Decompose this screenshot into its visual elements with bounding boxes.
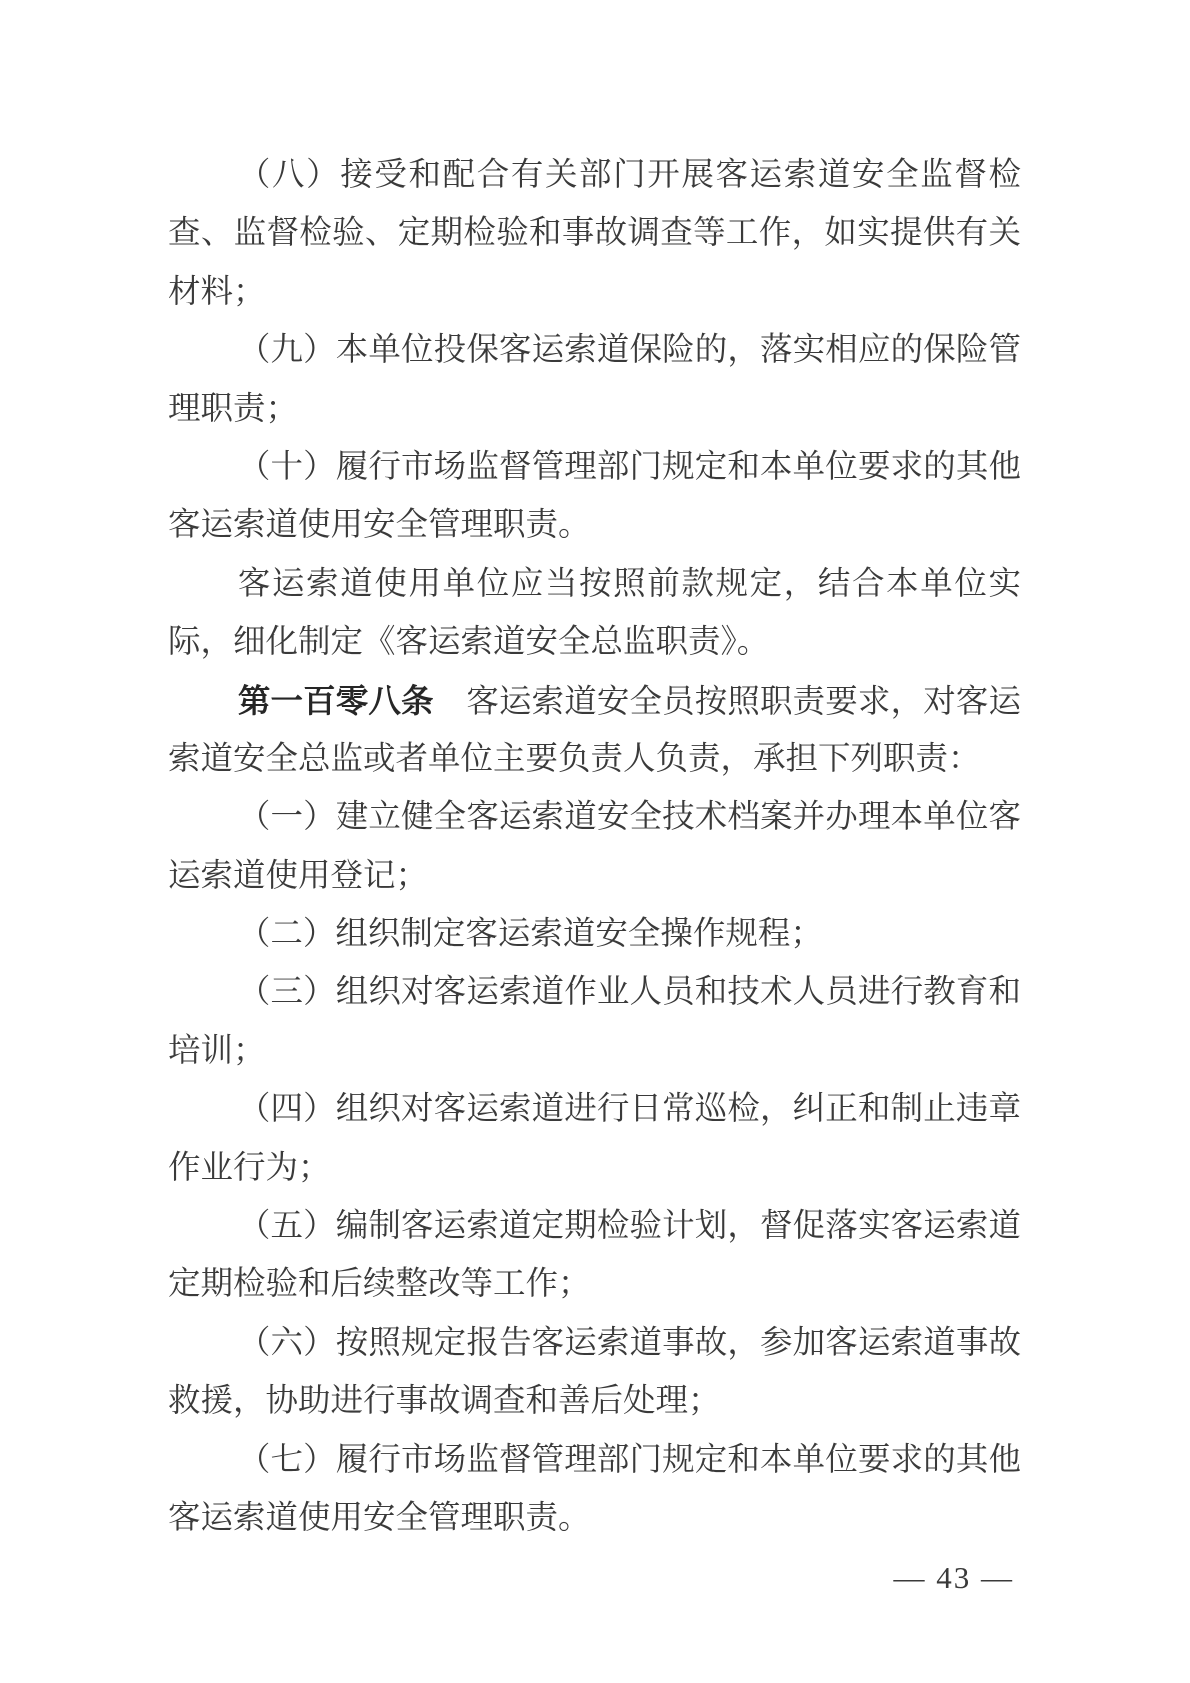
article-heading-line: [168, 672, 1021, 730]
text-line: 作业行为；: [168, 1149, 331, 1186]
text-line: 救援，协助进行事故调查和善后处理；: [168, 1383, 721, 1420]
text-line: 培训；: [168, 1032, 266, 1069]
text-line: 客运索道使用单位应当按照前款规定，结合本单位实: [237, 565, 1021, 602]
text-line: （一）建立健全客运索道安全技术档案并办理本单位客: [237, 799, 1021, 836]
text-line: （四）组织对客运索道进行日常巡检，纠正和制止违章: [237, 1091, 1021, 1128]
text-line: （八）接受和配合有关部门开展客运索道安全监督检: [237, 157, 1021, 193]
text-line: 定期检验和后续整改等工作；: [168, 1266, 591, 1303]
page-number: — 43 —: [893, 1560, 1014, 1595]
text-line: （三）组织对客运索道作业人员和技术人员进行教育和: [237, 974, 1021, 1011]
text-line: 材料；: [168, 273, 266, 310]
document-body: [168, 146, 1021, 1547]
text-line: （二）组织制定客运索道安全操作规程；: [237, 916, 823, 953]
text-line: （九）本单位投保客运索道保险的，落实相应的保险管: [237, 332, 1021, 369]
text-line: （七）履行市场监督管理部门规定和本单位要求的其他: [237, 1441, 1021, 1478]
text-line: 索道安全总监或者单位主要负责人负责，承担下列职责：: [168, 740, 981, 777]
article-number: 第一百零八条: [237, 682, 434, 719]
text-line: 理职责；: [168, 390, 299, 427]
text-line: 客运索道使用安全管理职责。: [168, 507, 591, 544]
text-line: 客运索道使用安全管理职责。: [168, 1499, 591, 1536]
text-line: （十）履行市场监督管理部门规定和本单位要求的其他: [237, 448, 1021, 485]
article-heading-text: 客运索道安全员按照职责要求，对客运: [433, 683, 1021, 720]
text-line: （六）按照规定报告客运索道事故，参加客运索道事故: [237, 1324, 1021, 1361]
text-line: 际，细化制定《客运索道安全总监职责》。: [168, 624, 770, 661]
text-line: （五）编制客运索道定期检验计划，督促落实客运索道: [237, 1208, 1021, 1245]
text-line: 运索道使用登记；: [168, 857, 429, 894]
text-line: 查、监督检验、定期检验和事故调查等工作，如实提供有关: [168, 215, 1021, 252]
